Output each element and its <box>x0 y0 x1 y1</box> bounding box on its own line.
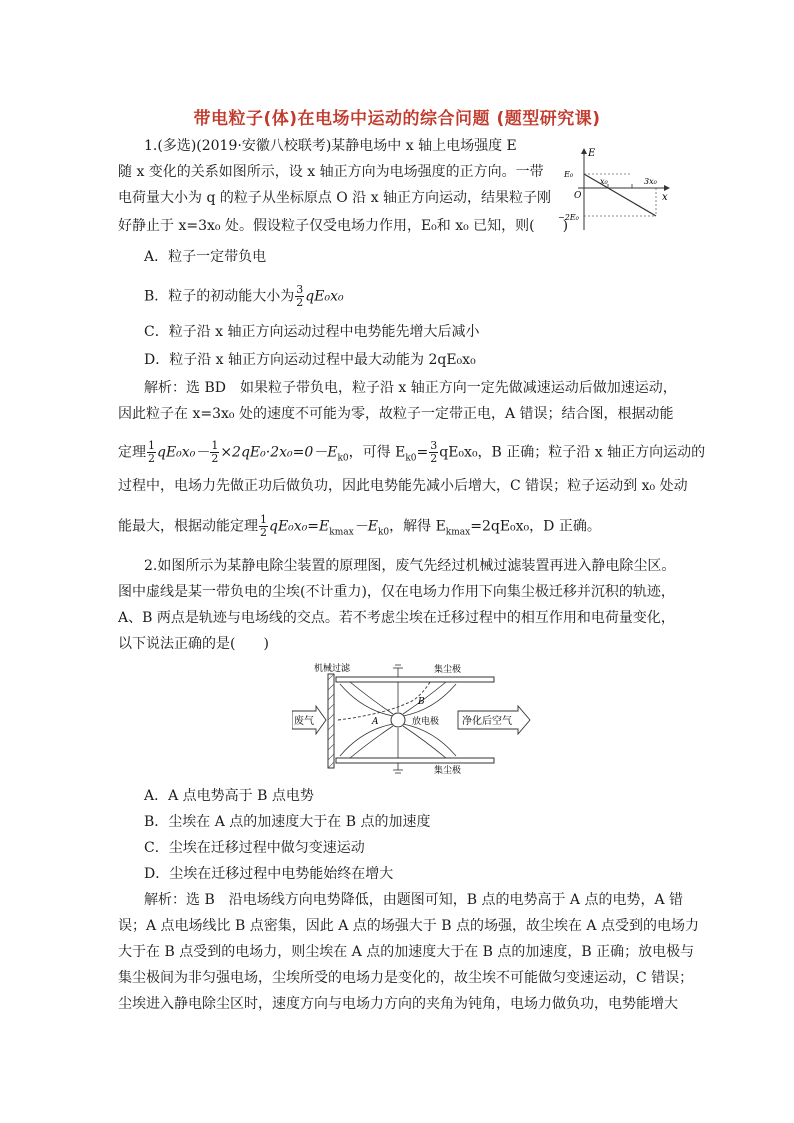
discharge-label: 放电极 <box>412 717 440 727</box>
analysis-expr: －E <box>353 518 378 535</box>
q2-stem-line-3: A、B 两点是轨迹与电场线的交点。若不考虑尘埃在迁移过程中的相互作用和电荷量变化， <box>118 610 675 626</box>
fraction <box>210 440 219 465</box>
q1-analysis-line-4: 过程中，电场力先做正功后做负功，因此电势能先减小后增大，C 错误；粒子运动到 x₀ 处动 <box>118 478 688 494</box>
analysis-text: 定理 <box>118 444 146 461</box>
q2-stem-line-1: 2.如图所示为某静电除尘装置的原理图，废气先经过机械过滤装置再进入静电除尘区。 <box>144 558 676 574</box>
q1-e-x-graph <box>556 146 676 238</box>
graph-3x0: 3x₀ <box>644 177 657 186</box>
q1-option-b-expr: qE₀x₀ <box>305 288 344 305</box>
q1-option-d: D．粒子沿 x 轴正方向运动过程中最大动能为 2qE₀x₀ <box>144 352 476 368</box>
q1-analysis-line-5 <box>118 514 601 542</box>
fraction-denominator: 2 <box>211 452 219 465</box>
analysis-text: ，可得 E <box>348 444 406 461</box>
q1-stem-line-4: 好静止于 x=3x₀ 处。假设粒子仅受电场力作用，E₀和 x₀ 已知，则( ) <box>118 218 569 234</box>
q1-stem-line-3: 电荷量大小为 q 的粒子从坐标原点 O 沿 x 轴正方向运动，结果粒子刚 <box>118 190 552 206</box>
q2-analysis-line-3: 大于在 B 点受到的电场力，则尘埃在 A 点的加速度大于在 B 点的加速度，B 正确；放电极与 <box>118 944 695 960</box>
q1-option-b <box>144 284 344 309</box>
subscript: k0 <box>337 453 349 464</box>
q2-analysis-line-5: 尘埃进入静电除尘区时，速度方向与电场力方向的夹角为钝角，电场力做负功，电势能增大 <box>118 996 678 1012</box>
fraction <box>295 284 304 309</box>
point-b-label: B <box>418 697 425 707</box>
q2-option-b: B．尘埃在 A 点的加速度大于在 B 点的加速度 <box>144 814 431 830</box>
filter-label: 机械过滤 <box>314 664 351 674</box>
graph-neg2e0: −2E₀ <box>558 213 579 222</box>
graph-x-label: x <box>662 192 668 203</box>
fraction <box>429 440 438 465</box>
fraction-denominator: 2 <box>148 452 155 465</box>
fraction <box>259 514 268 539</box>
q1-stem-line-1: 1.(多选)(2019·安徽八校联考)某静电场中 x 轴上电场强度 E <box>144 138 517 154</box>
q2-stem-line-4: 以下说法正确的是( ) <box>118 636 269 652</box>
collector-top-label: 集尘极 <box>434 665 462 675</box>
analysis-text: ，解得 E <box>389 518 446 535</box>
waste-gas-label: 废气 <box>294 716 314 727</box>
analysis-expr: qE₀x₀－ <box>157 444 210 461</box>
q2-analysis-line-2: 误；A 点电场线比 B 点密集，因此 A 点的场强大于 B 点的场强，故尘埃在 A 点受到的电场力 <box>118 918 699 934</box>
q2-stem-line-2: 图中虚线是某一带负电的尘埃(不计重力)，仅在电场力作用下向集尘极迁移并沉积的轨迹， <box>118 584 675 600</box>
q2-option-a: A．A 点电势高于 B 点电势 <box>144 788 314 804</box>
analysis-text: =2qE₀x₀，D 正确。 <box>470 518 601 535</box>
fraction-numerator: 1 <box>260 513 267 526</box>
q2-analysis-line-1: 解析：选 B 沿电场线方向电势降低，由题图可知，B 点的电势高于 A 点的电势，A 错 <box>144 892 684 908</box>
graph-origin: O <box>574 191 582 201</box>
subscript: kmax <box>445 527 471 538</box>
subscript: kmax <box>329 527 354 538</box>
q2-option-d: D．尘埃在迁移过程中电势能始终在增大 <box>144 866 394 882</box>
q1-analysis-line-3 <box>118 440 705 468</box>
clean-air-label: 净化后空气 <box>462 716 512 727</box>
collector-bottom-label: 集尘极 <box>434 766 462 775</box>
q1-option-c: C．粒子沿 x 轴正方向运动过程中电势能先增大后减小 <box>144 324 480 340</box>
analysis-text: = <box>416 444 429 461</box>
q1-stem-line-2: 随 x 变化的关系如图所示，设 x 轴正方向为电场强度的正方向。一带 <box>118 164 544 180</box>
analysis-expr: ×2qE₀·2x₀=0－E <box>220 444 338 461</box>
fraction <box>147 440 156 465</box>
q2-analysis-line-4: 集尘极间为非匀强电场，尘埃所受的电场力是变化的，故尘埃不可能做匀变速运动，C 错误； <box>118 970 694 986</box>
point-a-label: A <box>372 717 379 727</box>
graph-y-label: E <box>588 148 596 159</box>
fraction-numerator: 3 <box>296 283 304 296</box>
fraction-numerator: 3 <box>430 439 438 452</box>
analysis-expr: qE₀x₀=E <box>269 518 330 535</box>
subscript: k0 <box>405 453 417 464</box>
fraction-numerator: 1 <box>211 439 219 452</box>
fraction-denominator: 2 <box>260 526 267 539</box>
page-title: 带电粒子(体)在电场中运动的综合问题 (题型研究课) <box>193 109 601 129</box>
q1-option-a: A．粒子一定带负电 <box>144 249 267 265</box>
graph-e0: E₀ <box>564 170 574 179</box>
graph-x0: x₀ <box>600 177 608 186</box>
analysis-text: qE₀x₀，B 正确；粒子沿 x 轴正方向运动的 <box>439 444 706 461</box>
electrostatic-precipitator-diagram <box>292 660 537 775</box>
q1-option-b-text: B．粒子的初动能大小为 <box>144 288 295 305</box>
analysis-text: 能最大，根据动能定理 <box>118 518 258 535</box>
subscript: k0 <box>377 527 390 538</box>
fraction-denominator: 2 <box>296 296 304 309</box>
fraction-denominator: 2 <box>430 452 438 465</box>
q1-analysis-line-1: 解析：选 BD 如果粒子带负电，粒子沿 x 轴正方向一定先做减速运动后做加速运动， <box>144 380 677 396</box>
fraction-numerator: 1 <box>148 439 155 452</box>
q2-option-c: C．尘埃在迁移过程中做匀变速运动 <box>144 840 365 856</box>
q1-analysis-line-2: 因此粒子在 x=3x₀ 处的速度不可能为零，故粒子一定带正电，A 错误；结合图，根据动能 <box>118 406 674 422</box>
